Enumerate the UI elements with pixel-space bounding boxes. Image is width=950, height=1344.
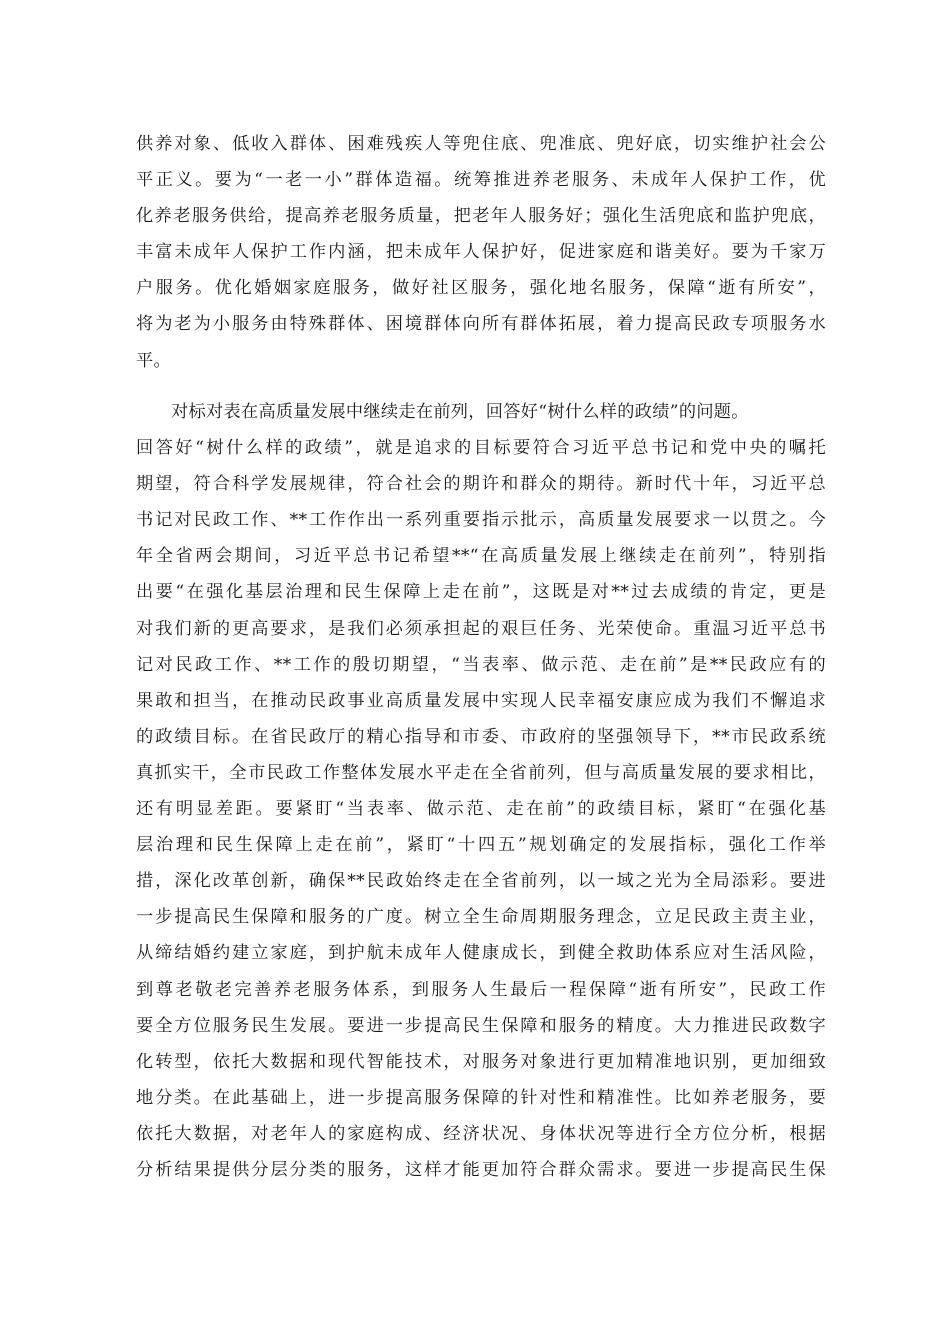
- paragraph-line: 分析结果提供分层分类的服务，这样才能更加符合群众需求。要进一步提高民生保: [136, 1159, 826, 1180]
- paragraph-line: 出要“在强化基层治理和民生保障上走在前”，这既是对**过去成绩的肯定，更是: [136, 582, 826, 603]
- paragraph-line: 依托大数据，对老年人的家庭构成、经济状况、身体状况等进行全方位分析，根据: [136, 1123, 826, 1144]
- paragraph-line: 回答好“树什么样的政绩”，就是追求的目标要符合习近平总书记和党中央的嘱托: [136, 438, 826, 459]
- paragraph-line: 果敢和担当，在推动民政事业高质量发展中实现人民幸福安康应成为我们不懈追求: [136, 690, 826, 711]
- paragraph-line: 要全方位服务民生发展。要进一步提高民生保障和服务的精度。大力推进民政数字: [136, 1015, 826, 1036]
- paragraph-line: 化转型，依托大数据和现代智能技术，对服务对象进行更加精准地识别，更加细致: [136, 1051, 826, 1072]
- paragraph-1: [136, 126, 826, 379]
- paragraph-line: 平。: [136, 350, 171, 371]
- paragraph-line: 从缔结婚约建立家庭，到护航未成年人健康成长，到健全救助体系应对生活风险，: [136, 943, 826, 964]
- paragraph-line: 层治理和民生保障上走在前”，紧盯“十四五”规划确定的发展指标，强化工作举: [136, 835, 826, 856]
- paragraph-line: 对我们新的更高要求，是我们必须承担起的艰巨任务、光荣使命。重温习近平总书: [136, 618, 826, 639]
- paragraph-line: 地分类。在此基础上，进一步提高服务保障的针对性和精准性。比如养老服务，要: [136, 1087, 826, 1108]
- paragraph-line: 还有明显差距。要紧盯“当表率、做示范、走在前”的政绩目标，紧盯“在强化基: [136, 799, 826, 820]
- paragraph-line: 户服务。优化婚姻家庭服务，做好社区服务，强化地名服务，保障“逝有所安”，: [136, 278, 826, 299]
- paragraph-line: 记对民政工作、**工作的殷切期望，“当表率、做示范、走在前”是**民政应有的: [136, 654, 826, 675]
- paragraph-line: 期望，符合科学发展规律，符合社会的期许和群众的期待。新时代十年，习近平总: [136, 474, 826, 495]
- paragraph-line: 措，深化改革创新，确保**民政始终走在全省前列，以一域之光为全局添彩。要进: [136, 871, 826, 892]
- paragraph-line: 丰富未成年人保护工作内涵，把未成年人保护好，促进家庭和谐美好。要为千家万: [136, 242, 826, 263]
- paragraph-line: 对标对表在高质量发展中继续走在前列，回答好“树什么样的政绩”的问题。: [171, 402, 749, 422]
- paragraph-line: 的政绩目标。在省民政厅的精心指导和市委、市政府的坚强领导下，**市民政系统: [136, 726, 826, 747]
- paragraph-line: 化养老服务供给，提高养老服务质量，把老年人服务好；强化生活兜底和监护兜底，: [136, 206, 826, 227]
- paragraph-line: 供养对象、低收入群体、困难残疾人等兜住底、兜准底、兜好底，切实维护社会公: [136, 134, 826, 154]
- paragraph-line: 将为老为小服务由特殊群体、困境群体向所有群体拓展，着力提高民政专项服务水: [136, 314, 826, 335]
- paragraph-line: 真抓实干，全市民政工作整体发展水平走在全省前列，但与高质量发展的要求相比，: [136, 762, 826, 783]
- paragraph-line: 书记对民政工作、**工作作出一系列重要指示批示，高质量发展要求一以贯之。今: [136, 510, 826, 531]
- paragraph-line: 到尊老敬老完善养老服务体系，到服务人生最后一程保障“逝有所安”，民政工作: [136, 979, 826, 1000]
- paragraph-line: 平正义。要为“一老一小”群体造福。统筹推进养老服务、未成年人保护工作，优: [136, 170, 826, 191]
- paragraph-line: 一步提高民生保障和服务的广度。树立全生命周期服务理念，立足民政主责主业，: [136, 907, 826, 928]
- paragraph-2: [136, 394, 826, 1188]
- paragraph-line: 年全省两会期间，习近平总书记希望**“在高质量发展上继续走在前列”，特别指: [136, 546, 826, 567]
